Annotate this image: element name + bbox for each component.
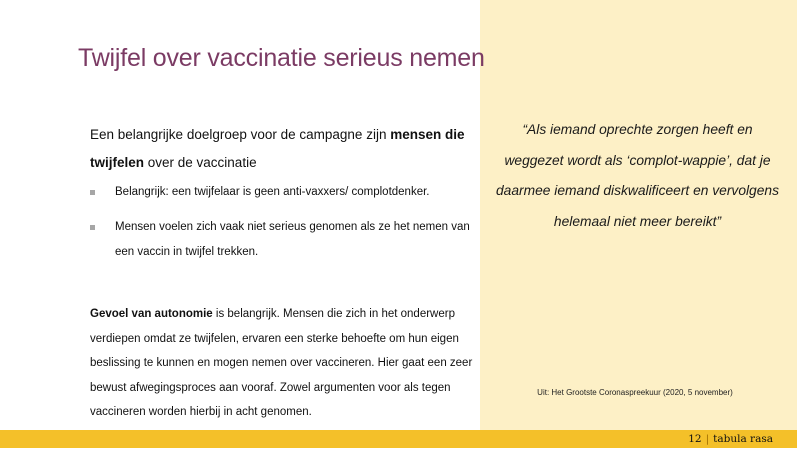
intro-bold: mensen die twijfelen [90, 127, 465, 170]
quote-text: “Als iemand oprechte zorgen heeft en weggezet wordt als ‘complot-wappie’, dat je daarmee iemand diskwalificeert en vervolgens helemaal niet meer bereikt” [496, 122, 779, 229]
footer-separator: | [705, 433, 710, 445]
footer-bar [0, 430, 797, 448]
bullet-list [90, 180, 475, 275]
bullet-text: Belangrijk: een twijfelaar is geen anti-vaxxers/ complotdenker. [115, 186, 430, 198]
bullet-text: Mensen voelen zich vaak niet serieus genomen als ze het nemen van een vaccin in twijfel trekken. [115, 221, 470, 258]
slide-title: Twijfel over vaccinatie serieus nemen [78, 44, 485, 72]
intro-text [90, 121, 475, 177]
page-number: 12 [688, 433, 702, 445]
brand-name: tabula rasa [713, 433, 773, 445]
intro-part2: over de vaccinatie [144, 155, 257, 170]
quote-source: Uit: Het Grootste Coronaspreekuur (2020, 5 november) [537, 388, 733, 397]
autonomy-bold: Gevoel van autonomie [90, 308, 213, 320]
list-item [90, 215, 475, 265]
intro-part1: Een belangrijke doelgroep voor de campagne zijn [90, 127, 391, 142]
footer-text [688, 430, 773, 448]
bullet-square-icon [90, 225, 95, 230]
bullet-square-icon [90, 190, 95, 195]
list-item [90, 180, 475, 205]
autonomy-rest: is belangrijk. Mensen die zich in het onderwerp verdiepen omdat ze twijfelen, ervaren een sterke behoefte om hun eigen beslissing te kunnen en mogen nemen over vaccineren. Hier gaat een zeer bewust afwegingsproces aan vooraf. Zowel argumenten voor als tegen vaccineren worden hierbij in acht genomen. [90, 308, 473, 418]
autonomy-paragraph [90, 302, 485, 425]
